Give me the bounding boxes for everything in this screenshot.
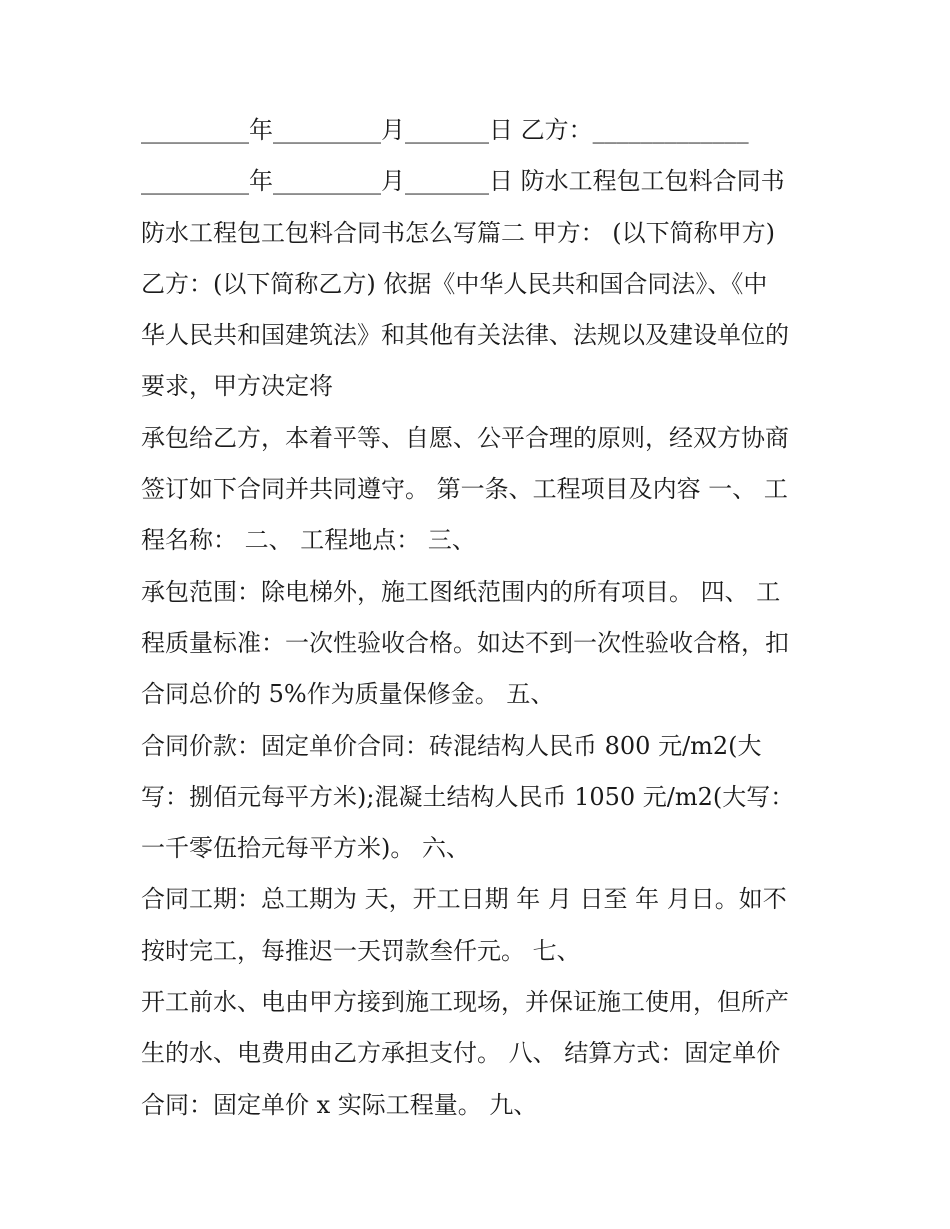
text-line: 生的水、电费用由乙方承担支付。 八、 结算方式：固定单价	[141, 1039, 781, 1068]
text-line: 按时完工，每推迟一天罚款叁仟元。 七、	[141, 936, 581, 965]
text-line: 合同：固定单价 x 实际工程量。 九、	[141, 1090, 538, 1119]
text-line: 合同工期：总工期为 天，开工日期 年 月 日至 年 月日。如不	[141, 885, 787, 914]
text-line: 华人民共和国建筑法》和其他有关法律、法规以及建设单位的	[141, 321, 789, 350]
text-line: _________年_________月_______日 防水工程包工包料合同书	[141, 167, 785, 196]
text-line: 开工前水、电由甲方接到施工现场，并保证施工使用，但所产	[141, 988, 789, 1017]
text-line: _________年_________月_______日 乙方：_____________	[141, 116, 749, 144]
text-line: 乙方：(以下简称乙方) 依据《中华人民共和国合同法》、《中	[141, 269, 768, 298]
document-body	[141, 108, 831, 1134]
text-line: 写：捌佰元每平方米);混凝土结构人民币 1050 元/m2(大写：	[141, 782, 795, 811]
text-line: 合同总价的 5%作为质量保修金。 五、	[141, 680, 555, 709]
text-line: 合同价款：固定单价合同：砖混结构人民币 800 元/m2(大	[141, 731, 762, 760]
text-line: 防水工程包工包料合同书怎么写篇二 甲方： (以下简称甲方)	[141, 218, 775, 247]
text-line: 一千零伍拾元每平方米)。 六、	[141, 834, 470, 863]
text-line: 要求，甲方决定将	[141, 372, 333, 401]
text-line: 承包给乙方，本着平等、自愿、公平合理的原则，经双方协商	[141, 423, 789, 452]
text-line: 签订如下合同并共同遵守。 第一条、工程项目及内容 一、 工	[141, 475, 788, 504]
text-line: 程质量标准：一次性验收合格。如达不到一次性验收合格，扣	[141, 628, 789, 657]
text-line: 程名称： 二、 工程地点： 三、	[141, 526, 476, 555]
text-line: 承包范围：除电梯外，施工图纸范围内的所有项目。 四、 工	[141, 577, 781, 606]
